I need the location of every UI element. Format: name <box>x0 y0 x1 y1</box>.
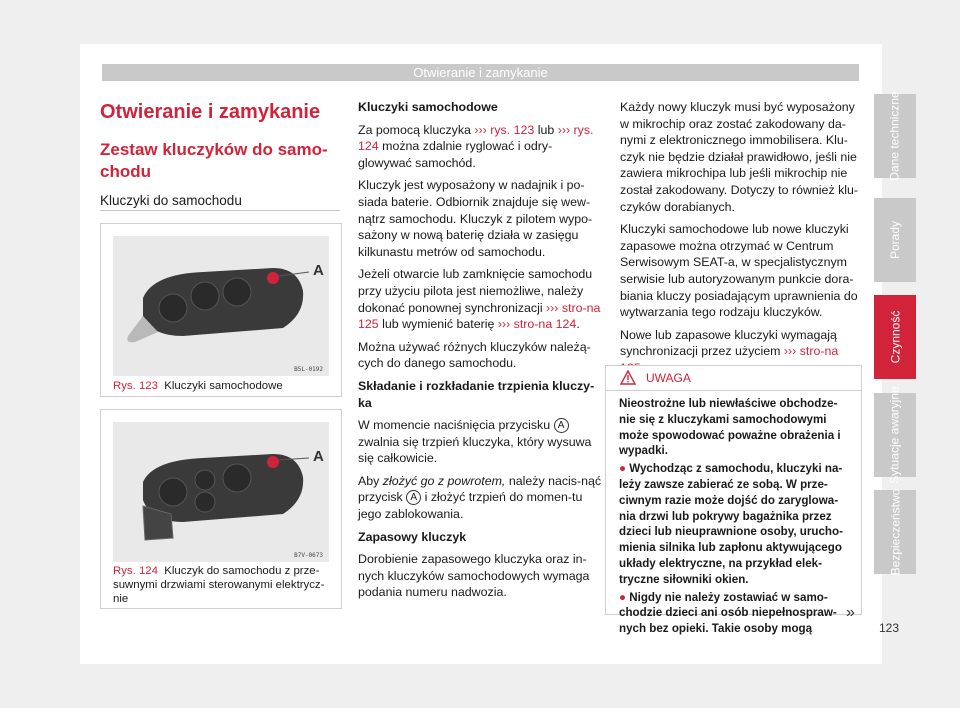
divider <box>100 210 340 211</box>
paragraph: Kluczyki samochodowe lub nowe kluczyki zapasowe można otrzymać w Centrum Serwisowym SEAT-a, w specjalistycznym serwisie lub autoryzowanym punkcie dora-biania kluczy posiadającym uprawnienia do wytwarzania tego rodzaju kluczyków. <box>620 222 858 320</box>
bullet-icon: ● <box>619 462 627 476</box>
figure-link[interactable]: ››› rys. 124 <box>358 122 594 154</box>
bullet-icon: ● <box>619 590 627 604</box>
section-title: Zestaw kluczyków do samo-chodu <box>100 140 328 181</box>
running-header: Otwieranie i zamykanie <box>102 64 859 81</box>
sliding-door-key-image <box>113 422 329 562</box>
heading-spare-key: Zapasowy kluczyk <box>358 529 467 544</box>
figure-124 <box>100 409 342 609</box>
figure-code: B5L-0192 <box>294 366 323 373</box>
figure-label-a: A <box>313 448 324 465</box>
subsection-title: Kluczyki do samochodu <box>100 193 242 208</box>
warning-bullet: ● Wychodząc z samochodu, kluczyki na-leży zawsze zabierać ze sobą. W prze-ciwnym razie może dojść do zaryglowa-nia drzwi lub pokrywy bagażnika przez dzieci lub nieuprawnione osoby, urucho-mienia silnika lub zapłonu aktywującego układy elektryczne, na przykład elek-tryczne siłowniki okien. <box>619 462 843 586</box>
tab-bezpieczenstwo[interactable]: Bezpieczeństwo <box>874 490 916 574</box>
tab-dane-techniczne[interactable]: Dane techniczne <box>874 94 916 178</box>
page-number: 123 <box>879 621 900 635</box>
warning-bullet: ● Nigdy nie należy zostawiać w samo-chodzie dzieci ani osób niepełnospraw-nych bez opieki. Takie osoby mogą <box>619 590 837 636</box>
chapter-title: Otwieranie i zamykanie <box>100 101 321 123</box>
figure-code: B7V-0673 <box>294 552 323 559</box>
paragraph: Każdy nowy kluczyk musi być wyposażony w mikrochip oraz zostać zakodowany da-nymi z elektronicznego immobilisera. Klu-czyk nie będzie działał prawidłowo, jeśli nie zawiera mikrochipa lub jeśli mikrochip nie został zakodowany. Dotyczy to również klu-czyków dorabianych. <box>620 100 859 214</box>
figure-link[interactable]: ››› rys. 123 <box>474 122 535 137</box>
car-key-icon <box>113 422 329 562</box>
tab-czynnosc[interactable]: Czynność <box>874 295 916 379</box>
page-link[interactable]: ››› stro-na <box>783 344 839 359</box>
paragraph: Można używać różnych kluczyków należą-cych do danego samochodu. <box>358 339 591 371</box>
paragraph: Jeżeli otwarcie lub zamknięcie samochodu przy użyciu pilota jest niemożliwe, należy dokonać ponownej synchronizacji ››› stro-na 125 lub wymienić baterię ››› stro-na 124. <box>358 267 601 332</box>
button-a-marker: A <box>554 418 569 433</box>
car-key-image <box>113 236 329 376</box>
car-key-icon <box>113 236 329 376</box>
paragraph: Dorobienie zapasowego kluczyka oraz in-nych kluczyków samochodowych wymaga podania numeru nadwozia. <box>358 552 590 600</box>
heading-car-keys: Kluczyki samochodowe <box>358 100 498 114</box>
paragraph: Kluczyk jest wyposażony w nadajnik i po-siada baterie. Odbiornik znajduje się wew-nątrz samochodu. Kluczyk z pilotem wypo-sażony w nową baterię działa w zasięgu kilkunastu metrów od samochodu. <box>358 178 593 259</box>
paragraph: Aby złożyć go z powrotem, należy nacis-nąć przycisk A i złożyć trzpień do momen-tu jego zablokowania. <box>358 473 602 522</box>
warning-title: UWAGA <box>646 371 691 385</box>
warning-intro: Nieostrożne lub niewłaściwe obchodze-nie się z kluczykami samochodowymi może spowodować poważne obrażenia i wypadki. <box>619 397 841 458</box>
tab-porady[interactable]: Porady <box>874 198 916 282</box>
figure-caption: Rys. 124 Kluczyk do samochodu z prze-suwnymi drzwiami sterowanymi elektrycz-nie <box>113 565 325 605</box>
paragraph: W momencie naciśnięcia przycisku A zwalnia się trzpień kluczyka, który wysuwa się całkowicie. <box>358 418 592 466</box>
heading-key-blade: Składanie i rozkładanie trzpienia kluczy-ka <box>358 378 595 410</box>
page-link[interactable]: ››› stro-na 125 <box>358 300 601 332</box>
figure-123 <box>100 223 342 397</box>
continue-arrow-icon: » <box>846 604 855 621</box>
paragraph: Nowe lub zapasowe kluczyki wymagają synchronizacji przez użyciem ››› stro-na <box>620 327 860 377</box>
tab-sytuacje-awaryjne[interactable]: Sytuacje awaryjne <box>874 393 916 477</box>
right-column <box>620 99 860 383</box>
page-link[interactable]: ››› stro-na 124 <box>497 317 577 332</box>
middle-column <box>358 99 603 607</box>
paragraph: Za pomocą kluczyka ››› rys. 123 lub ››› rys. 124 można zdalnie ryglować i odry-glowywać samochód. <box>358 122 594 170</box>
figure-caption: Rys. 123 Kluczyki samochodowe <box>113 380 283 392</box>
warning-box <box>605 365 862 636</box>
warning-body <box>619 396 851 639</box>
figure-label-a: A <box>313 262 324 279</box>
button-a-marker: A <box>406 490 421 505</box>
warning-triangle-icon <box>620 370 636 385</box>
warning-header <box>606 366 861 391</box>
